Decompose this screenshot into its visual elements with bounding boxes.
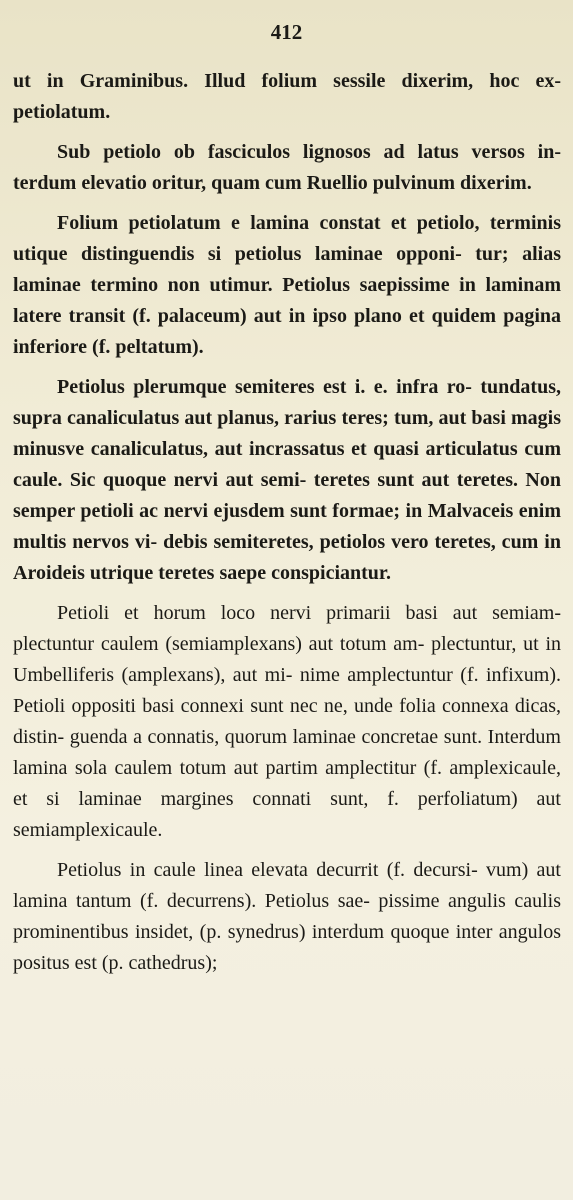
page-number: 412 <box>270 20 303 44</box>
paragraph-2: Sub petiolo ob fasciculos lignosos ad latus versos in- terdum elevatio oritur, quam cum Ruellio pulvinum dixerim. <box>13 141 561 194</box>
body-text <box>13 66 561 988</box>
paragraph-6: Petiolus in caule linea elevata decurrit (f. decursi- vum) aut lamina tantum (f. decurrens). Petiolus sae- pissime angulis caulis prominentibus insidet, (p. synedrus) interdum quoque inter angulos positus est (p. cathedrus); <box>13 859 561 974</box>
paragraph-5: Petioli et horum loco nervi primarii basi aut semiam- plectuntur caulem (semiamplexans) aut totum am- plectuntur, ut in Umbelliferis (amplexans), aut mi- nime amplectuntur (f. infixum). Petioli oppositi basi connexi sunt nec ne, unde folia connexa dicas, distin- guenda a connatis, quorum laminae concretae sunt. Interdum lamina sola caulem totum aut partim amplectitur (f. amplexicaule, et si laminae margines connati sunt, f. perfoliatum) aut semiamplexicaule. <box>13 602 561 841</box>
paragraph-4: Petiolus plerumque semiteres est i. e. infra ro- tundatus, supra canaliculatus aut planus, rarius teres; tum, aut basi magis minusve canaliculatus, aut incrassatus et quasi articulatus cum caule. Sic quoque nervi aut semi- teretes sunt aut teretes. Non semper petioli ac nervi ejusdem sunt formae; in Malvaceis enim multis nervos vi- debis semiteretes, petiolos vero teretes, cum in Aroideis utrique teretes saepe conspiciantur. <box>13 376 561 584</box>
paragraph-3: Folium petiolatum e lamina constat et petiolo, terminis utique distinguendis si petiolus laminae opponi- tur; alias laminae termino non utimur. Petiolus saepissime in laminam latere transit (f. palaceum) aut in ipso plano et quidem pagina inferiore (f. peltatum). <box>13 212 561 358</box>
paragraph-1: ut in Graminibus. Illud folium sessile dixerim, hoc ex- petiolatum. <box>13 70 561 123</box>
